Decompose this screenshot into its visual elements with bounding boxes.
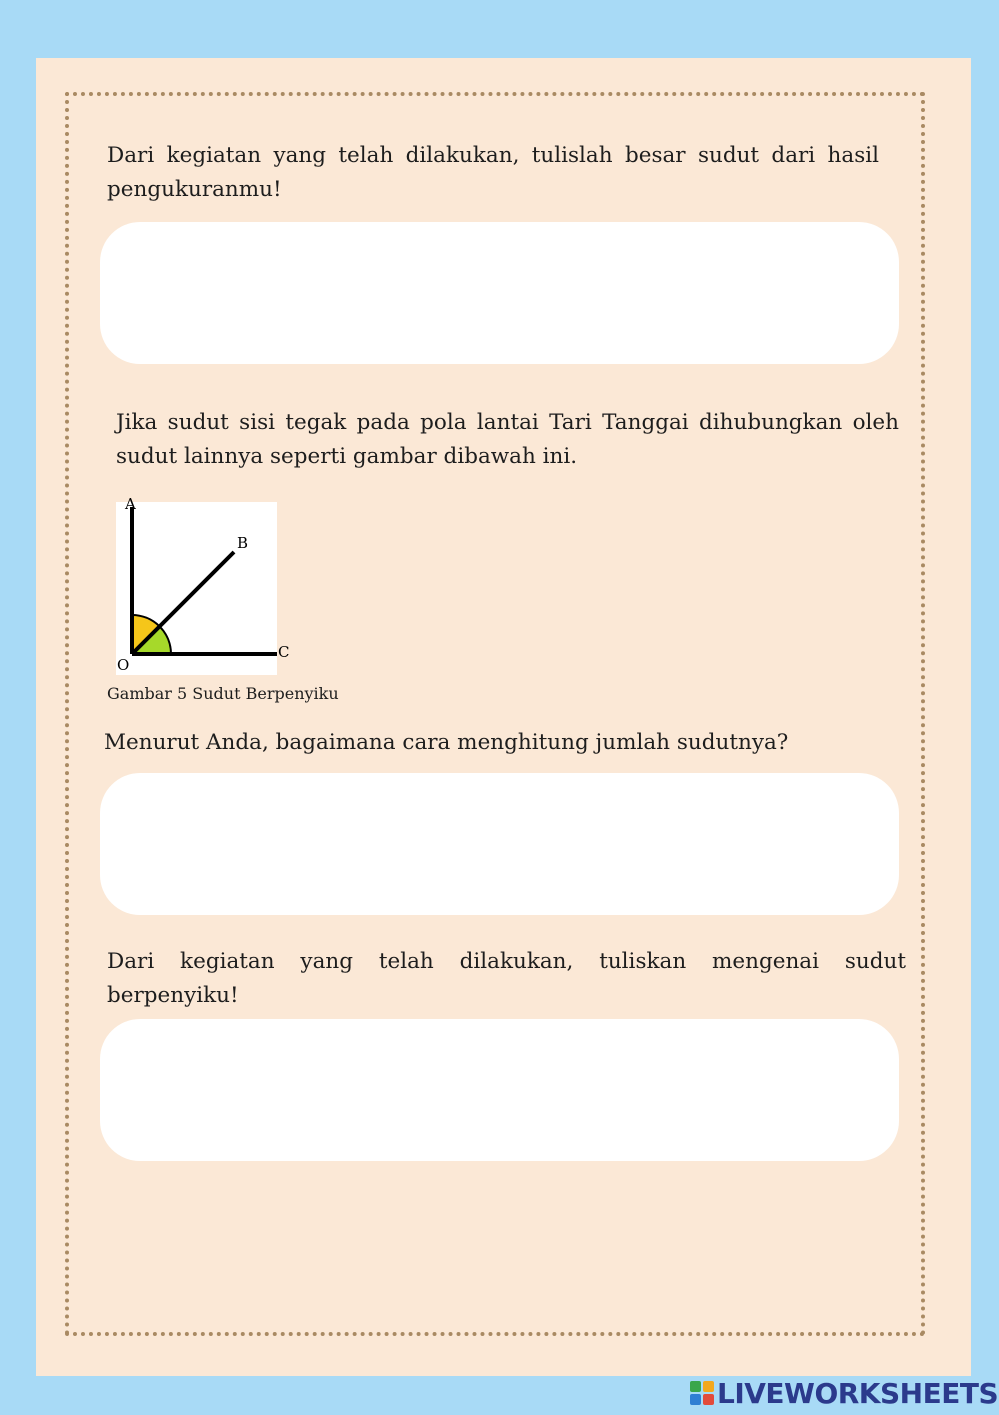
label-c: C	[278, 643, 290, 661]
label-b: B	[237, 534, 249, 552]
question-1-prompt: Dari kegiatan yang telah dilakukan, tulislah besar sudut dari hasil pengukuranmu!	[107, 143, 879, 202]
liveworksheets-logo-icon	[690, 1381, 714, 1405]
complementary-angle-diagram	[112, 492, 297, 677]
answer-box-2[interactable]	[100, 773, 899, 915]
question-2-prompt: Menurut Anda, bagaimana cara menghitung jumlah sudutnya?	[104, 730, 789, 755]
answer-box-1[interactable]	[100, 222, 899, 364]
question-2-intro: Jika sudut sisi tegak pada pola lantai Tari Tanggai dihubungkan oleh sudut lainnya seperti gambar dibawah ini.	[116, 410, 899, 469]
brand-name: LIVEWORKSHEETS	[717, 1376, 999, 1410]
label-o: O	[117, 656, 130, 674]
answer-box-3[interactable]	[100, 1019, 899, 1161]
question-3-prompt: Dari kegiatan yang telah dilakukan, tuliskan mengenai sudut berpenyiku!	[107, 949, 906, 1008]
label-a: A	[125, 495, 136, 513]
liveworksheets-logo[interactable]	[690, 1375, 998, 1411]
figure-caption: Gambar 5 Sudut Berpenyiku	[107, 684, 339, 703]
angle-figure	[112, 492, 297, 677]
